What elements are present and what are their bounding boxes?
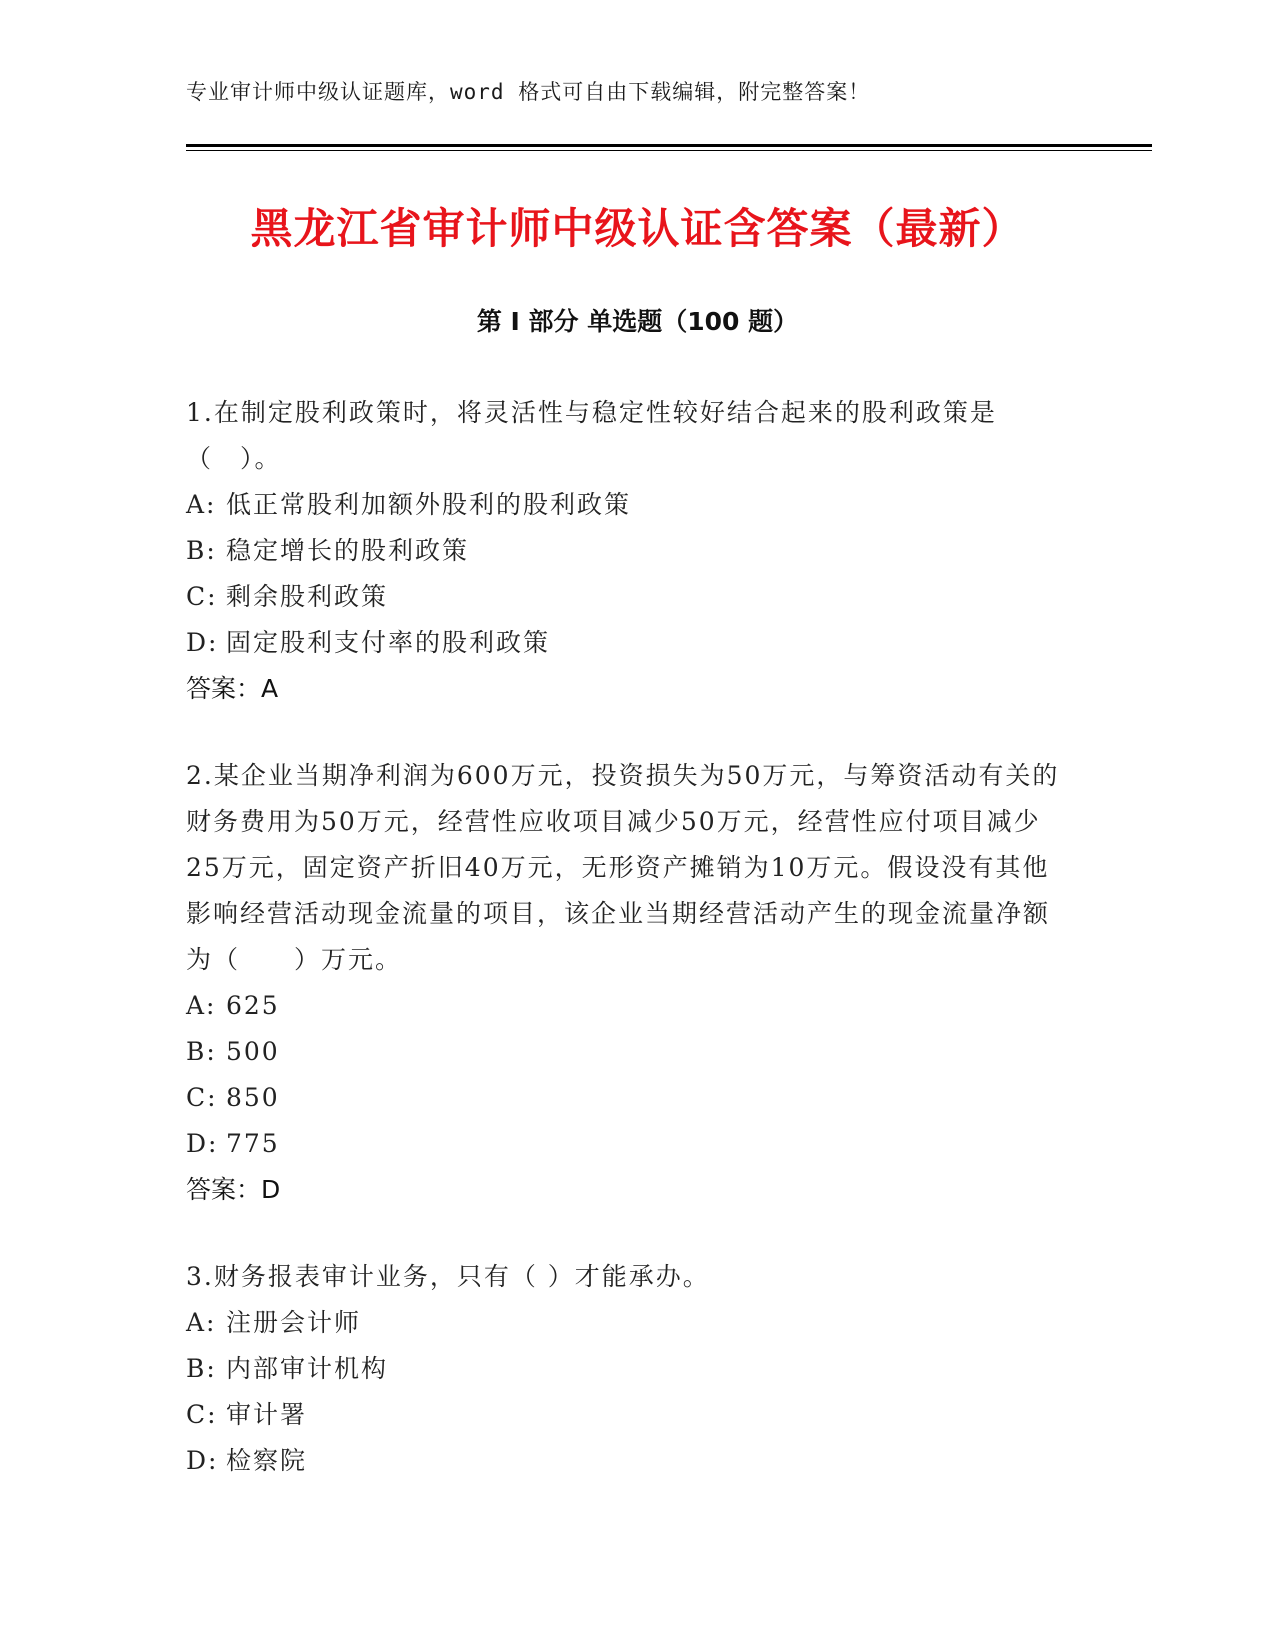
- document-title: 黑龙江省审计师中级认证含答案（最新）: [250, 204, 1025, 253]
- option-text: 注册会计师: [226, 1308, 362, 1337]
- option-letter: D:: [186, 1446, 219, 1475]
- option-text: 审计署: [226, 1400, 308, 1429]
- option-letter: A:: [186, 991, 217, 1020]
- option-letter: A:: [186, 490, 217, 519]
- question-stem: 3.财务报表审计业务，只有（ ）才能承办。: [186, 1262, 710, 1291]
- option-text: 850: [226, 1083, 280, 1112]
- question-stem: 2.某企业当期净利润为600万元，投资损失为50万元，与筹资活动有关的财务费用为50万元，经营性应收项目减少50万元，经营性应付项目减少25万元，固定资产折旧40万元，无形资产摊销为10万元。假设没有其他影响经营活动现金流量的项目，该企业当期经营活动产生的现金流量净额为（ ）万元。: [186, 761, 1060, 974]
- option-d: [186, 1121, 1076, 1167]
- option-letter: B:: [186, 1354, 217, 1383]
- option-letter: A:: [186, 1308, 217, 1337]
- option-text: 检察院: [226, 1446, 308, 1475]
- option-text: 固定股利支付率的股利政策: [226, 628, 551, 657]
- answer-line: 答案：A: [186, 674, 279, 703]
- option-a: [186, 1300, 1076, 1346]
- option-c: [186, 1392, 1076, 1438]
- option-d: [186, 620, 1076, 666]
- question-1: [186, 390, 1076, 712]
- option-a: [186, 482, 1076, 528]
- option-a: [186, 983, 1076, 1029]
- question-2: [186, 753, 1076, 1213]
- section-title: 第 I 部分 单选题（100 题）: [476, 307, 799, 336]
- question-3: [186, 1254, 1076, 1484]
- option-letter: C:: [186, 1400, 218, 1429]
- option-d: [186, 1438, 1076, 1484]
- option-letter: D:: [186, 628, 219, 657]
- option-b: [186, 528, 1076, 574]
- option-text: 775: [226, 1129, 280, 1158]
- option-c: [186, 1075, 1076, 1121]
- header-divider-thin: [186, 150, 1152, 151]
- option-letter: D:: [186, 1129, 219, 1158]
- option-text: 稳定增长的股利政策: [226, 536, 470, 565]
- option-text: 500: [226, 1037, 280, 1066]
- option-text: 剩余股利政策: [226, 582, 389, 611]
- option-c: [186, 574, 1076, 620]
- option-text: 内部审计机构: [226, 1354, 389, 1383]
- question-list: [186, 390, 1076, 1525]
- header-note: 专业审计师中级认证题库，word 格式可自由下载编辑，附完整答案！: [186, 80, 871, 104]
- option-letter: C:: [186, 582, 218, 611]
- answer-line: 答案：D: [186, 1175, 281, 1204]
- option-b: [186, 1346, 1076, 1392]
- option-letter: B:: [186, 536, 217, 565]
- option-letter: B:: [186, 1037, 217, 1066]
- question-stem: 1.在制定股利政策时，将灵活性与稳定性较好结合起来的股利政策是（ ）。: [186, 398, 997, 473]
- header-divider-thick: [186, 144, 1152, 147]
- option-letter: C:: [186, 1083, 218, 1112]
- option-text: 低正常股利加额外股利的股利政策: [226, 490, 632, 519]
- option-b: [186, 1029, 1076, 1075]
- option-text: 625: [226, 991, 280, 1020]
